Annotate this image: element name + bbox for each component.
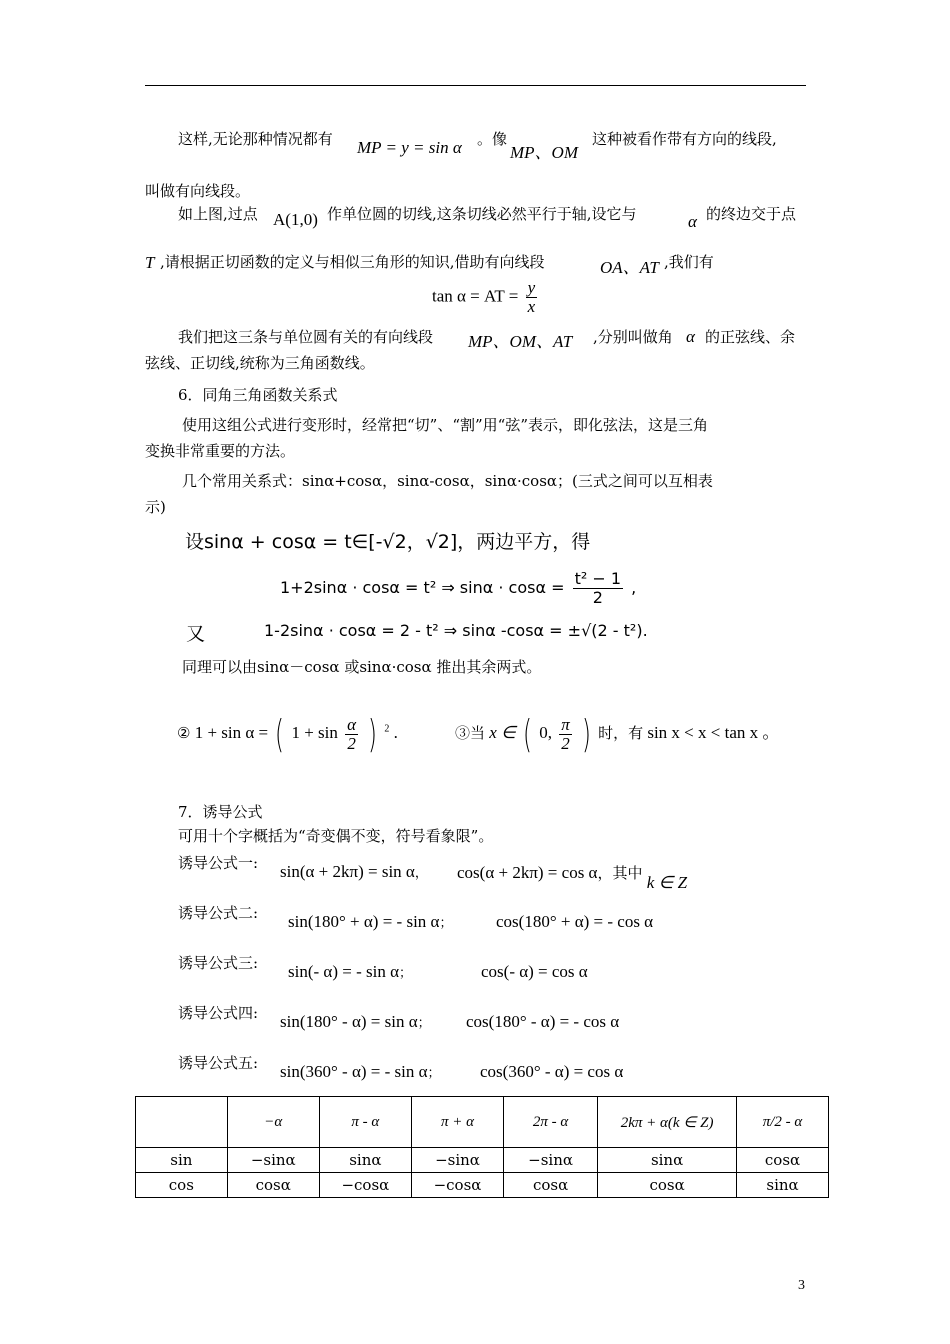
text: sin(180° - α) = sin α — [280, 1012, 418, 1031]
text: 示) — [145, 498, 166, 516]
formula-cos — [481, 962, 588, 982]
separator: ， — [414, 865, 428, 880]
formula-sin — [288, 912, 452, 932]
condition: k ∈ Z — [646, 873, 688, 892]
text: 作单位圆的切线,这条切线必然平行于轴,设它与 — [327, 205, 637, 223]
fraction — [559, 716, 572, 753]
table-cell: cosα — [504, 1173, 598, 1198]
set-t-line: 设sinα + cosα = t∈[-√2，√2]，两边平方，得 — [185, 531, 591, 553]
formula-cos — [466, 1012, 619, 1032]
separator: ； — [427, 1065, 441, 1080]
text: ，其中 — [597, 864, 643, 882]
text: 。像 — [477, 130, 508, 148]
text: 叫做有向线段。 — [145, 182, 251, 200]
label: ② — [177, 723, 191, 742]
table-header-cell: π/2 - α — [737, 1097, 829, 1148]
math-alpha: α — [686, 327, 695, 346]
text: 。 — [762, 722, 780, 742]
fraction — [526, 279, 538, 316]
text: sin(180° + α) = - sin α — [288, 912, 440, 931]
math-mp-om: MP、OM — [510, 143, 578, 162]
text: 的终边交于点 — [706, 205, 797, 223]
header-rule — [145, 85, 806, 86]
para-directed-segment — [178, 128, 333, 149]
page-number: 3 — [798, 1278, 805, 1293]
table-cell: −sinα — [227, 1148, 319, 1173]
formula-label: 诱导公式二: — [178, 904, 259, 922]
table-header-row — [136, 1097, 829, 1148]
denominator: x — [527, 297, 536, 316]
table-cell: cosα — [227, 1173, 319, 1198]
text: sin(α + 2kπ) = sin α — [280, 862, 415, 881]
math-mp: MP = y = sin α — [357, 138, 462, 157]
formula-2 — [177, 712, 398, 756]
text: cos(360° - α) = cos α — [480, 1062, 624, 1081]
text: sin(360° - α) = - sin α — [280, 1062, 428, 1081]
formula-label: 诱导公式四: — [178, 1004, 259, 1022]
numerator: π — [561, 714, 570, 734]
math-t: T — [145, 253, 155, 272]
formula-3 — [455, 712, 780, 756]
text: 时，有 — [598, 723, 644, 742]
fraction — [345, 716, 358, 753]
right-paren: ) — [581, 712, 591, 756]
formula-cos — [496, 912, 653, 932]
text: 1 + sin — [291, 722, 338, 742]
table-cell: sinα — [598, 1148, 737, 1173]
text: 这样,无论那种情况都有 — [178, 130, 333, 148]
table-header-cell: π + α — [411, 1097, 503, 1148]
induction-table — [135, 1096, 829, 1198]
text: sin(- α) = - sin α — [288, 962, 399, 981]
label: ③当 — [455, 723, 486, 742]
text: 弦线、正切线,统称为三角函数线。 — [145, 354, 375, 372]
text: 1 + sin α = — [194, 722, 269, 742]
right-paren: ) — [368, 712, 378, 756]
separator: ； — [398, 965, 412, 980]
formula-label: 诱导公式五: — [178, 1054, 259, 1072]
formula-sin — [280, 1012, 431, 1032]
table-cell: cosα — [737, 1148, 829, 1173]
text: 可用十个字概括为“奇变偶不变，符号看象限”。 — [178, 827, 494, 845]
math-alpha: α — [688, 212, 697, 231]
text: 又 — [186, 623, 206, 645]
section-heading: 6．同角三角函数关系式 — [178, 386, 338, 404]
formula-sin — [280, 862, 428, 882]
formula-cos — [457, 862, 688, 892]
table-cell: −sinα — [411, 1148, 503, 1173]
table-row — [136, 1148, 829, 1173]
formula-sin — [288, 962, 412, 982]
table-header-cell: −α — [227, 1097, 319, 1148]
table-header-cell: 2kπ + α(k ∈ Z) — [598, 1097, 737, 1148]
tan-formula — [432, 279, 540, 316]
formula-cos — [480, 1062, 623, 1082]
text: 几个常用关系式：sinα+cosα，sinα-cosα，sinα·cosα；(三式之间可以互相表 — [182, 472, 713, 490]
text: 的正弦线、余 — [705, 328, 796, 346]
numerator: t² − 1 — [574, 569, 622, 588]
text: 使用这组公式进行变形时，经常把“切”、“割”用“弦”表示，即化弦法，这是三角 — [182, 416, 709, 434]
denominator: 2 — [561, 733, 570, 753]
formula-sin — [280, 1062, 441, 1082]
text: cos(180° + α) = - cos α — [496, 912, 654, 931]
table-row-label: sin — [136, 1148, 228, 1173]
table-cell: sinα — [319, 1148, 411, 1173]
text: ,我们有 — [664, 253, 714, 271]
table-cell: −sinα — [504, 1148, 598, 1173]
numerator: y — [527, 278, 536, 297]
formula-label: 诱导公式一: — [178, 854, 259, 872]
text: 同理可以由sinα－cosα 或sinα·cosα 推出其余两式。 — [182, 658, 542, 676]
separator: ； — [417, 1015, 431, 1030]
exponent: 2 — [384, 723, 390, 735]
text: ,请根据正切函数的定义与相似三角形的知识,借助有向线段 — [160, 253, 545, 271]
left-paren: ( — [275, 712, 285, 756]
section-heading: 7．诱导公式 — [178, 803, 263, 821]
table-cell: −cosα — [319, 1173, 411, 1198]
fraction — [573, 570, 623, 607]
table-row-label: cos — [136, 1173, 228, 1198]
table-row — [136, 1173, 829, 1198]
text: sin x < x < tan x — [647, 722, 759, 742]
text: , — [631, 578, 637, 597]
text: 这种被看作带有方向的线段, — [592, 130, 777, 148]
text: 变换非常重要的方法。 — [145, 442, 296, 460]
eq2: 1-2sinα · cosα = 2 - t² ⇒ sinα -cosα = ±√(2 - t²). — [264, 621, 648, 640]
numerator: α — [347, 714, 357, 734]
table-header-cell: 2π - α — [504, 1097, 598, 1148]
math-segs: MP、OM、AT — [468, 332, 573, 351]
separator: ； — [439, 915, 453, 930]
left-paren: ( — [523, 712, 532, 756]
text: 1+2sinα · cosα = t² ⇒ sinα · cosα = — [280, 578, 565, 597]
text: 我们把这三条与单位圆有关的有向线段 — [178, 328, 434, 346]
text: 0, — [539, 722, 552, 742]
math-point-a: A(1,0) — [273, 210, 318, 229]
denominator: 2 — [592, 588, 603, 607]
text: cos(- α) = cos α — [481, 962, 588, 981]
math-oa-at: OA、AT — [600, 258, 659, 277]
text: ,分别叫做角 — [593, 328, 673, 346]
table-cell: −cosα — [411, 1173, 503, 1198]
table-cell: cosα — [598, 1173, 737, 1198]
table-cell: sinα — [737, 1173, 829, 1198]
text: 如上图,过点 — [178, 205, 258, 223]
text: cos(α + 2kπ) = cos α — [457, 863, 598, 882]
text: cos(180° - α) = - cos α — [466, 1012, 620, 1031]
text: tan α = AT = — [432, 286, 519, 306]
text: x ∈ — [489, 722, 516, 742]
text: . — [393, 722, 398, 742]
table-header-cell — [136, 1097, 228, 1148]
eq1 — [280, 570, 636, 607]
denominator: 2 — [347, 733, 356, 753]
formula-label: 诱导公式三: — [178, 954, 259, 972]
table-header-cell: π - α — [319, 1097, 411, 1148]
